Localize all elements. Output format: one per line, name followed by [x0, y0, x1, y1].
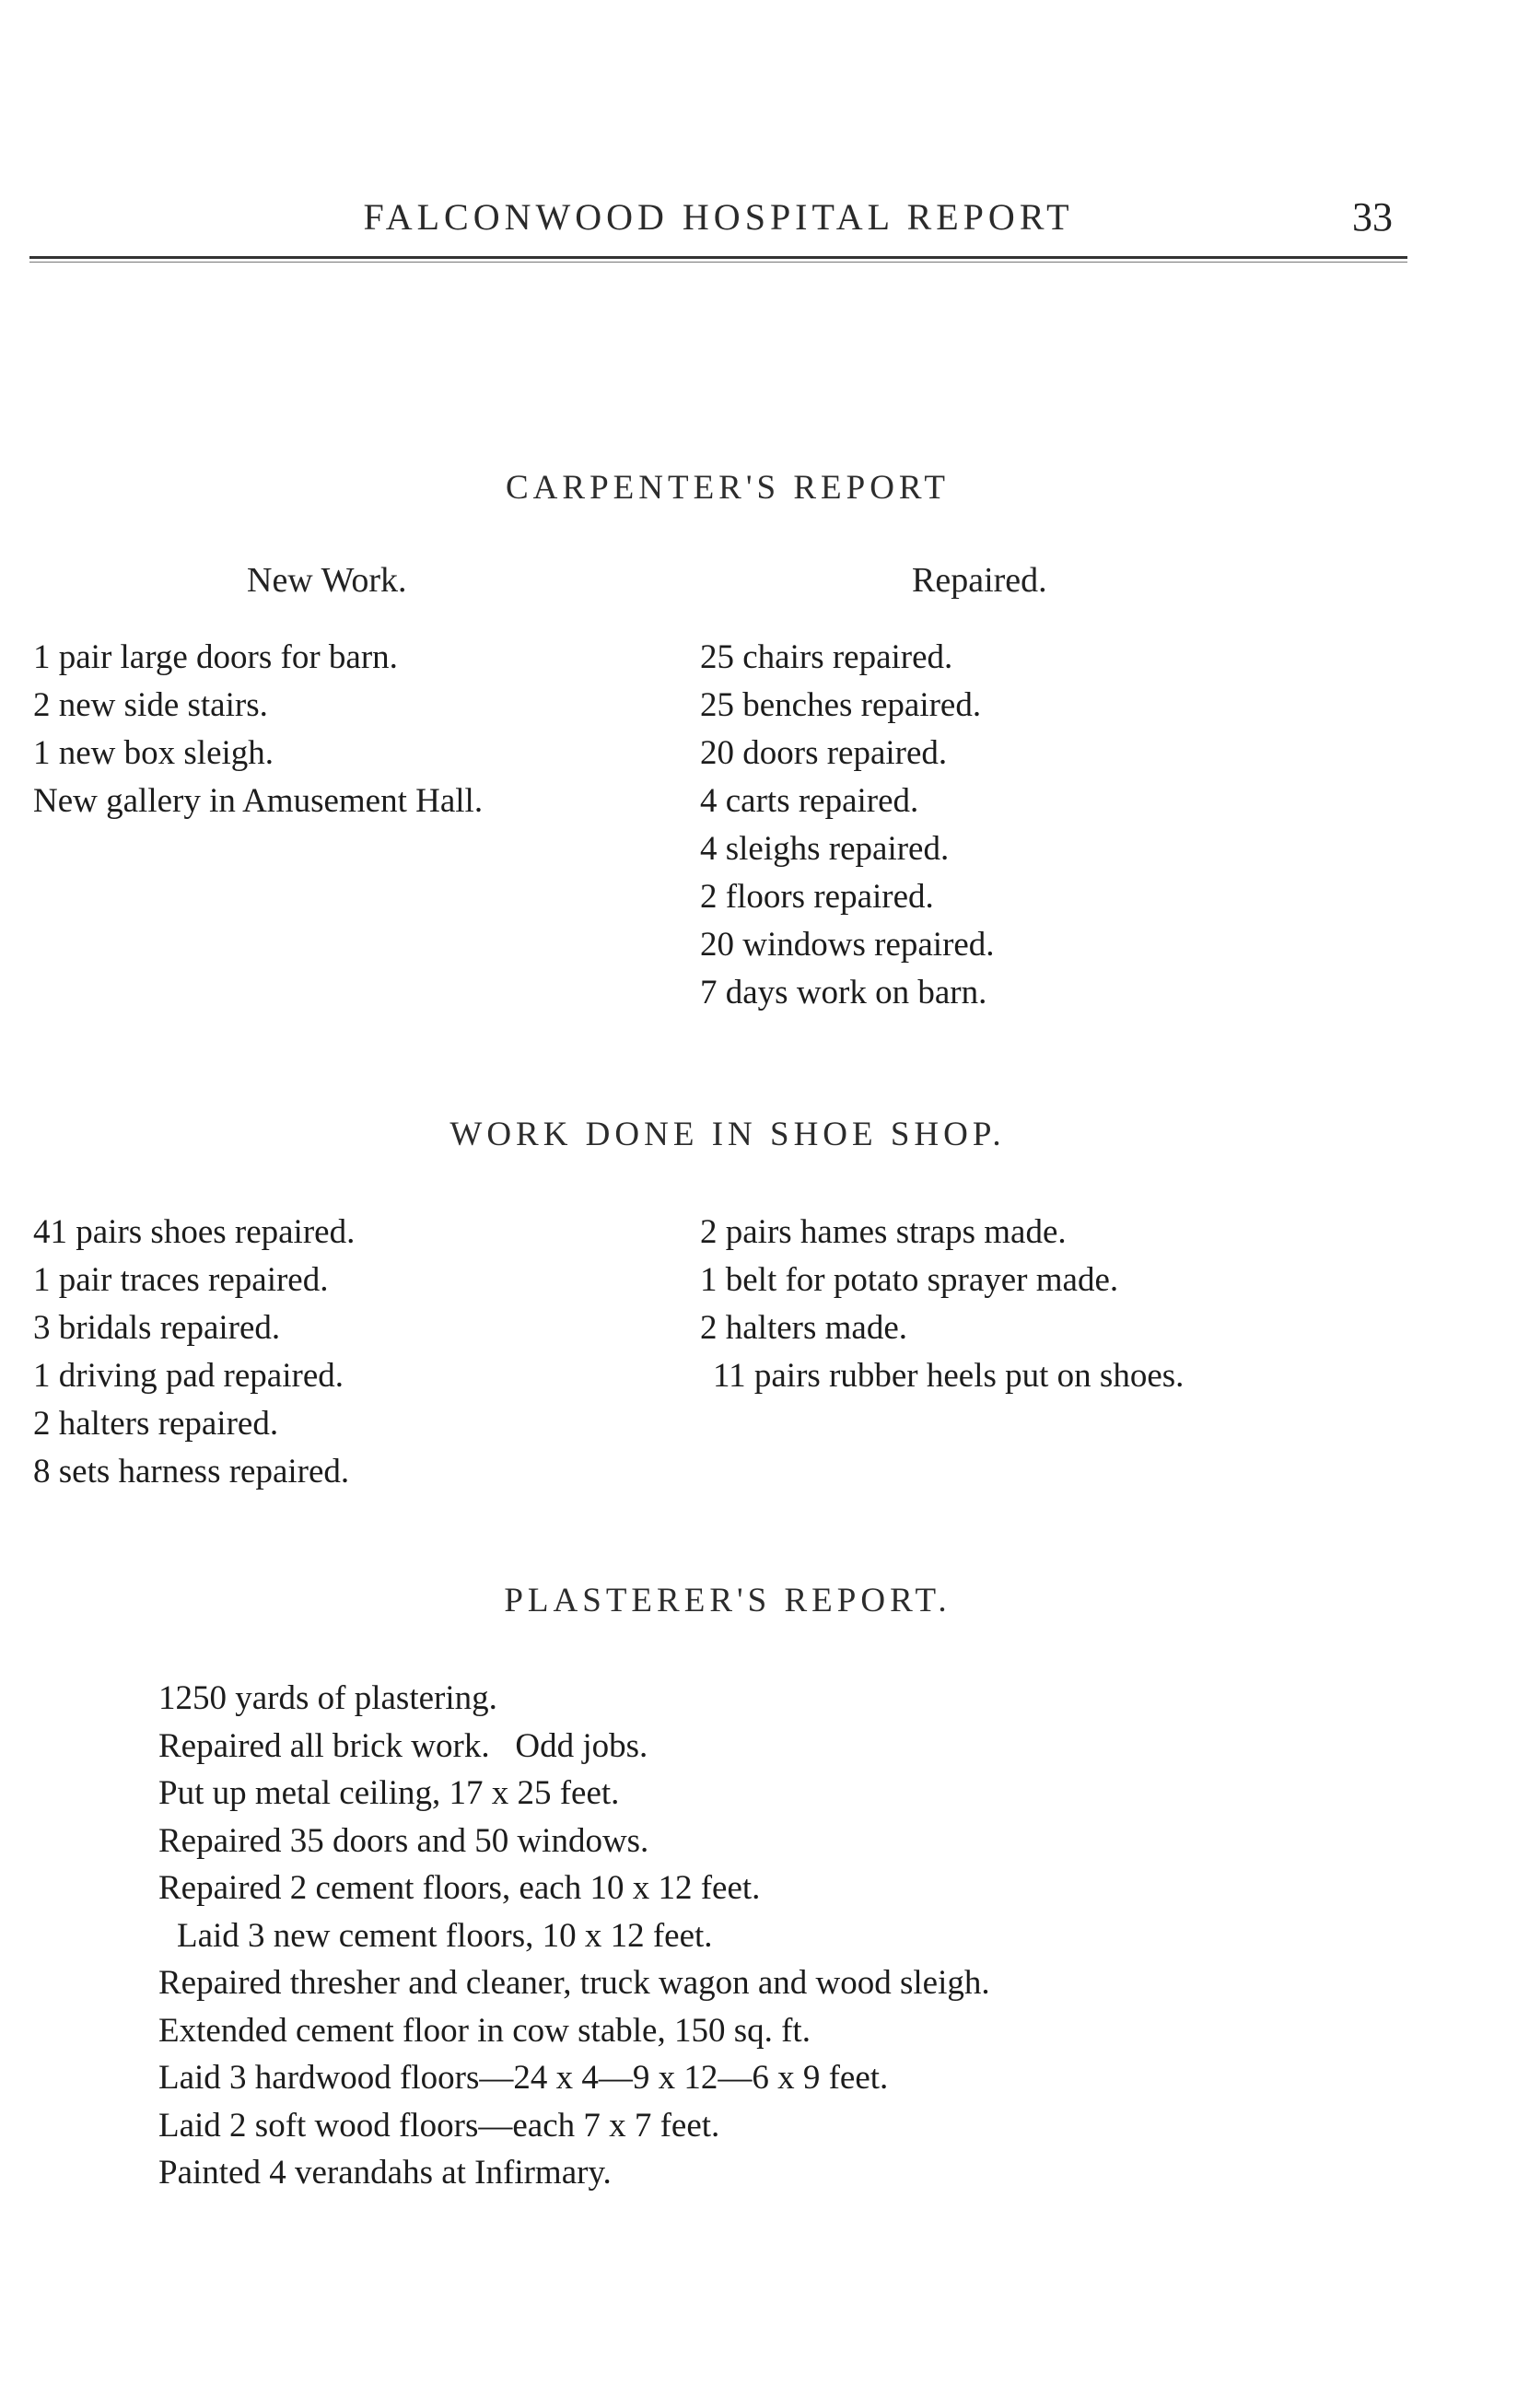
- carpenter-report-title: CARPENTER'S REPORT: [506, 469, 950, 507]
- list-item: 4 carts repaired.: [700, 782, 919, 820]
- list-item: 20 doors repaired.: [700, 734, 948, 772]
- list-item: 4 sleighs repaired.: [700, 830, 950, 868]
- list-item: Laid 3 new cement floors, 10 x 12 feet.: [177, 1916, 713, 1955]
- list-item: 25 benches repaired.: [700, 686, 982, 724]
- list-item: 2 new side stairs.: [33, 686, 268, 724]
- list-item: 1 pair traces repaired.: [33, 1261, 329, 1299]
- list-item: 11 pairs rubber heels put on shoes.: [713, 1357, 1185, 1395]
- list-item: 20 windows repaired.: [700, 926, 995, 964]
- page-number: 33: [1352, 194, 1393, 240]
- list-item: 1 new box sleigh.: [33, 734, 274, 772]
- list-item: Painted 4 verandahs at Infirmary.: [158, 2154, 612, 2192]
- shoe-shop-right-list: [700, 1209, 1184, 1400]
- list-item: 1 belt for potato sprayer made.: [700, 1261, 1119, 1299]
- list-item: Repaired 2 cement floors, each 10 x 12 feet.: [158, 1869, 761, 1907]
- shoe-shop-title: WORK DONE IN SHOE SHOP.: [449, 1116, 1006, 1153]
- list-item: Repaired 35 doors and 50 windows.: [158, 1821, 649, 1860]
- new-work-list: [33, 634, 483, 825]
- shoe-shop-left-list: [33, 1209, 355, 1496]
- list-item: Repaired all brick work. Odd jobs.: [158, 1726, 648, 1765]
- list-item: Repaired thresher and cleaner, truck wagon and wood sleigh.: [158, 1964, 990, 2002]
- plasterer-list: [158, 1675, 990, 2197]
- list-item: New gallery in Amusement Hall.: [33, 782, 484, 820]
- list-item: 1 driving pad repaired.: [33, 1357, 344, 1395]
- list-item: 41 pairs shoes repaired.: [33, 1213, 356, 1251]
- list-item: 2 halters made.: [700, 1309, 907, 1347]
- new-work-heading: New Work.: [247, 561, 407, 600]
- list-item: Laid 3 hardwood floors—24 x 4—9 x 12—6 x 9 feet.: [158, 2059, 889, 2097]
- running-title: FALCONWOOD HOSPITAL REPORT: [363, 196, 1074, 238]
- list-item: 3 bridals repaired.: [33, 1309, 281, 1347]
- list-item: Put up metal ceiling, 17 x 25 feet.: [158, 1774, 620, 1812]
- plasterer-report-title: PLASTERER'S REPORT.: [504, 1582, 951, 1619]
- list-item: 8 sets harness repaired.: [33, 1453, 350, 1490]
- list-item: 2 floors repaired.: [700, 878, 934, 916]
- list-item: Extended cement floor in cow stable, 150 sq. ft.: [158, 2011, 811, 2050]
- repaired-heading: Repaired.: [912, 561, 1047, 600]
- list-item: Laid 2 soft wood floors—each 7 x 7 feet.: [158, 2106, 720, 2145]
- list-item: 7 days work on barn.: [700, 974, 987, 1011]
- list-item: 25 chairs repaired.: [700, 638, 953, 676]
- list-item: 2 pairs hames straps made.: [700, 1213, 1067, 1251]
- repaired-list: [700, 634, 995, 1017]
- header-rule: [29, 256, 1407, 263]
- list-item: 2 halters repaired.: [33, 1405, 279, 1443]
- list-item: 1 pair large doors for barn.: [33, 638, 398, 676]
- list-item: 1250 yards of plastering.: [158, 1679, 497, 1717]
